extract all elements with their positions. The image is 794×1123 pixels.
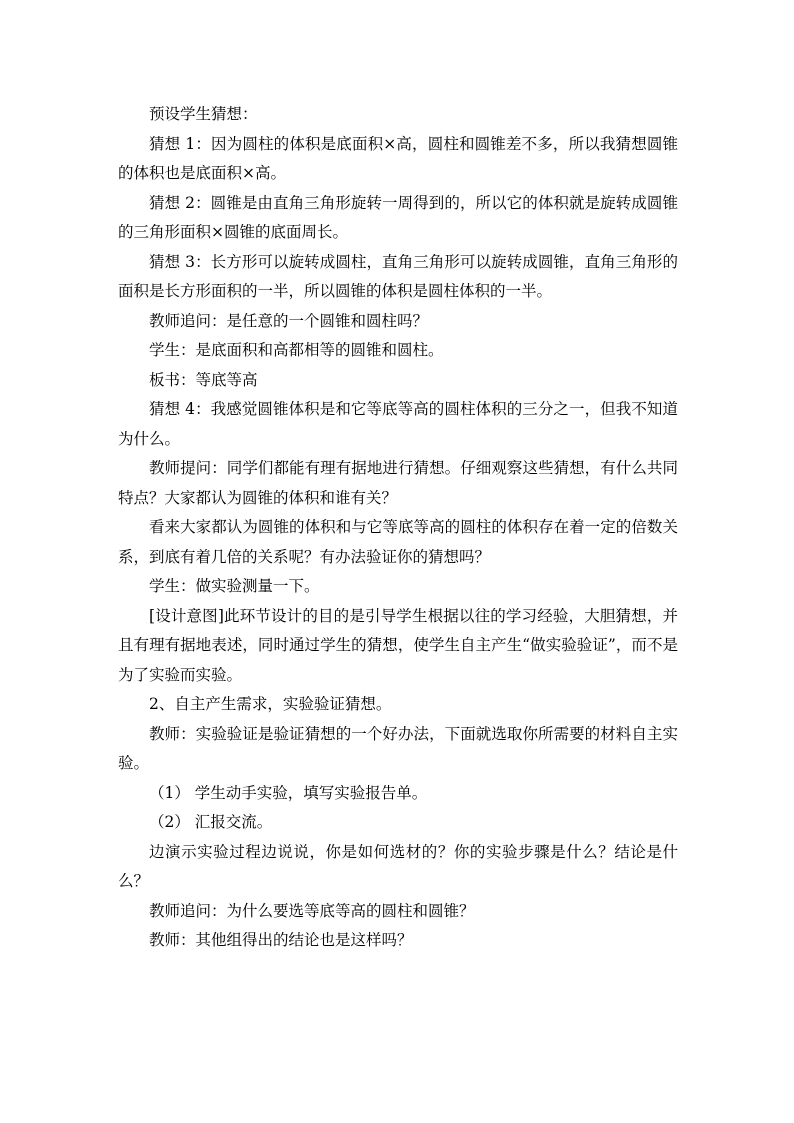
paragraph-guess-2: 猜想 2：圆锥是由直角三角形旋转一周得到的，所以它的体积就是旋转成圆锥的三角形面积×圆锥的底面周长。 [118,193,678,241]
paragraph-section-2: 2、自主产生需求，实验验证猜想。 [149,695,392,713]
paragraph-teacher-follow-up: 教师追问：是任意的一个圆锥和圆柱吗？ [149,311,429,330]
paragraph-teacher-experiment: 教师：实验验证是验证猜想的一个好办法，下面就选取你所需要的材料自主实验。 [118,724,678,772]
document-body [118,100,678,956]
paragraph-blackboard: 板书：等底等高 [149,370,258,389]
paragraph-guess-1: 猜想 1：因为圆柱的体积是底面积×高，圆柱和圆锥差不多，所以我猜想圆锥的体积也是底面积×高。 [118,134,678,182]
paragraph-multiple-relation: 看来大家都认为圆锥的体积和与它等底等高的圆柱的体积存在着一定的倍数关系，到底有着几倍的关系呢？有办法验证你的猜想吗？ [118,518,678,566]
paragraph-heading-student-guesses: 预设学生猜想： [149,105,258,123]
paragraph-student-experiment: 学生：做实验测量一下。 [149,577,320,595]
paragraph-teacher-question: 教师提问：同学们都能有理有据地进行猜想。仔细观察这些猜想，有什么共同特点？大家都认为圆锥的体积和谁有关？ [118,459,678,507]
paragraph-guess-3: 猜想 3：长方形可以旋转成圆柱，直角三角形可以旋转成圆锥，直角三角形的面积是长方形面积的一半，所以圆锥的体积是圆柱体积的一半。 [118,252,678,300]
paragraph-guess-4: 猜想 4：我感觉圆锥体积是和它等底等高的圆柱体积的三分之一，但我不知道为什么。 [118,400,678,448]
paragraph-demonstration: 边演示实验过程边说说，你是如何选材的？你的实验步骤是什么？结论是什么？ [118,842,678,890]
paragraph-student-answer: 学生：是底面积和高都相等的圆锥和圆柱。 [149,341,444,359]
paragraph-step-2: （2） 汇报交流。 [149,813,273,831]
paragraph-teacher-why: 教师追问：为什么要选等底等高的圆柱和圆锥？ [149,901,475,920]
paragraph-design-intent: [设计意图]此环节设计的目的是引导学生根据以往的学习经验，大胆猜想，并且有理有据地表述，同时通过学生的猜想，使学生自主产生“做实验验证”，而不是为了实验而实验。 [118,606,678,684]
paragraph-teacher-other-groups: 教师：其他组得出的结论也是这样吗？ [149,931,413,949]
paragraph-step-1: （1） 学生动手实验，填写实验报告单。 [149,783,428,802]
